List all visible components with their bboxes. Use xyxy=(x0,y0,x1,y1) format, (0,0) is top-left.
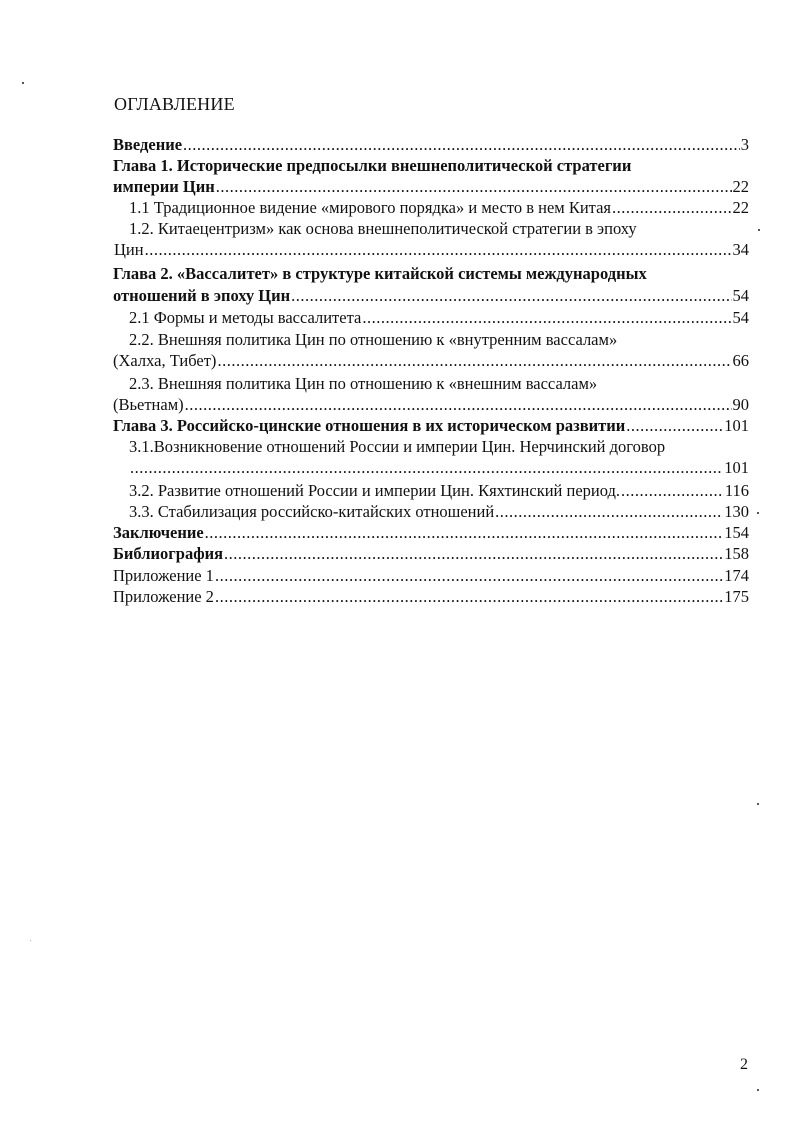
toc-entry-section-2-2[interactable] xyxy=(129,329,749,350)
toc-entry-page: 158 xyxy=(724,544,749,563)
toc-entry-text: (Вьетнам) xyxy=(113,395,184,414)
toc-entry-section-1-1[interactable] xyxy=(129,197,749,218)
dot-leader xyxy=(215,565,723,586)
toc-entry-text: отношений в эпоху Цин xyxy=(113,286,291,305)
dot-leader xyxy=(224,543,723,564)
toc-entry-text: 2.1 Формы и методы вассалитета xyxy=(129,308,362,327)
dot-leader xyxy=(621,480,724,501)
toc-entry-page: 101 xyxy=(724,416,749,435)
dot-leader xyxy=(612,197,732,218)
toc-entry-chapter-2[interactable] xyxy=(113,263,749,284)
toc-entry-page: 116 xyxy=(724,481,749,500)
toc-entry-appendix-2[interactable] xyxy=(113,586,749,607)
page-number: 2 xyxy=(740,1056,748,1073)
toc-entry-text: империи Цин xyxy=(113,177,215,196)
toc-entry-text: Приложение 2 xyxy=(113,587,214,606)
dot-leader xyxy=(145,239,732,260)
toc-entry-introduction[interactable] xyxy=(113,134,749,155)
toc-entry-section-3-3[interactable] xyxy=(129,501,749,522)
toc-entry-section-3-1[interactable] xyxy=(129,436,749,457)
toc-entry-section-2-2-cont[interactable] xyxy=(113,350,749,371)
dot-leader xyxy=(183,134,740,155)
toc-entry-bibliography[interactable] xyxy=(113,543,749,564)
toc-entry-text: (Халха, Тибет) xyxy=(113,351,217,370)
toc-entry-page: 54 xyxy=(732,308,749,327)
toc-entry-page: 54 xyxy=(732,286,749,305)
scan-speck xyxy=(757,512,759,514)
toc-entry-chapter-1-cont[interactable] xyxy=(113,176,749,197)
toc-entry-section-1-2[interactable] xyxy=(129,218,749,239)
toc-entry-page: 174 xyxy=(724,566,749,585)
scan-speck xyxy=(757,803,759,805)
toc-entry-text: Заключение xyxy=(113,523,204,542)
toc-entry-chapter-1[interactable] xyxy=(113,155,749,176)
toc-entry-text: 3.1.Возникновение отношений России и империи Цин. Нерчинский договор xyxy=(129,437,666,456)
toc-entry-section-2-3-cont[interactable] xyxy=(113,394,749,415)
toc-entry-text: 2.2. Внешняя политика Цин по отношению к «внутренним вассалам» xyxy=(129,330,618,349)
toc-entry-text: 1.2. Китаецентризм» как основа внешнеполитической стратегии в эпоху xyxy=(129,219,637,238)
toc-entry-page: 90 xyxy=(732,395,749,414)
toc-entry-section-2-3[interactable] xyxy=(129,373,749,394)
toc-entry-text: 2.3. Внешняя политика Цин по отношению к «внешним вассалам» xyxy=(129,374,598,393)
toc-entry-text: Библиография xyxy=(113,544,224,563)
dot-leader xyxy=(217,350,731,371)
toc-entry-text: Приложение 1 xyxy=(113,566,214,585)
toc-entry-section-2-1[interactable] xyxy=(129,307,749,328)
toc-entry-page: 34 xyxy=(732,240,749,259)
scan-speck xyxy=(30,940,31,941)
toc-entry-section-1-2-cont[interactable] xyxy=(114,239,749,260)
dot-leader xyxy=(362,307,731,328)
toc-entry-text: Глава 2. «Вассалитет» в структуре китайской системы международных xyxy=(113,264,647,283)
scan-speck xyxy=(757,1089,759,1091)
toc-entry-page: 154 xyxy=(724,523,749,542)
toc-entry-appendix-1[interactable] xyxy=(113,565,749,586)
dot-leader xyxy=(215,586,723,607)
dot-leader xyxy=(216,176,732,197)
toc-entry-page: 175 xyxy=(724,587,749,606)
toc-entry-chapter-2-cont[interactable] xyxy=(113,285,749,306)
dot-leader xyxy=(291,285,731,306)
scan-speck xyxy=(22,82,24,84)
toc-entry-chapter-3[interactable] xyxy=(113,415,749,436)
dot-leader xyxy=(130,457,723,478)
toc-entry-page: 101 xyxy=(724,458,749,477)
toc-entry-page: 3 xyxy=(740,135,749,154)
toc-entry-text: Цин xyxy=(114,240,144,259)
dot-leader xyxy=(205,522,724,543)
dot-leader xyxy=(185,394,732,415)
toc-entry-text: 3.2. Развитие отношений России и империи Цин. Кяхтинский период. xyxy=(129,481,621,500)
dot-leader xyxy=(626,415,723,436)
toc-entry-text: 1.1 Традиционное видение «мирового порядка» и место в нем Китая xyxy=(129,198,611,217)
toc-entry-text: Введение xyxy=(113,135,183,154)
toc-entry-section-3-1-cont[interactable] xyxy=(129,457,749,478)
toc-entry-text: Глава 1. Исторические предпосылки внешнеполитической стратегии xyxy=(113,156,632,175)
dot-leader xyxy=(495,501,723,522)
toc-entry-page: 130 xyxy=(724,502,749,521)
toc-entry-page: 22 xyxy=(732,198,749,217)
toc-entry-conclusion[interactable] xyxy=(113,522,749,543)
toc-entry-page: 66 xyxy=(732,351,749,370)
toc-entry-page: 22 xyxy=(732,177,749,196)
toc-title: ОГЛАВЛЕНИЕ xyxy=(114,94,235,114)
toc-entry-text: 3.3. Стабилизация российско-китайских отношений xyxy=(129,502,495,521)
toc-entry-text: Глава 3. Российско-цинские отношения в их историческом развитии xyxy=(113,416,626,435)
toc-entry-section-3-2[interactable] xyxy=(129,480,749,501)
scan-speck xyxy=(758,229,760,231)
